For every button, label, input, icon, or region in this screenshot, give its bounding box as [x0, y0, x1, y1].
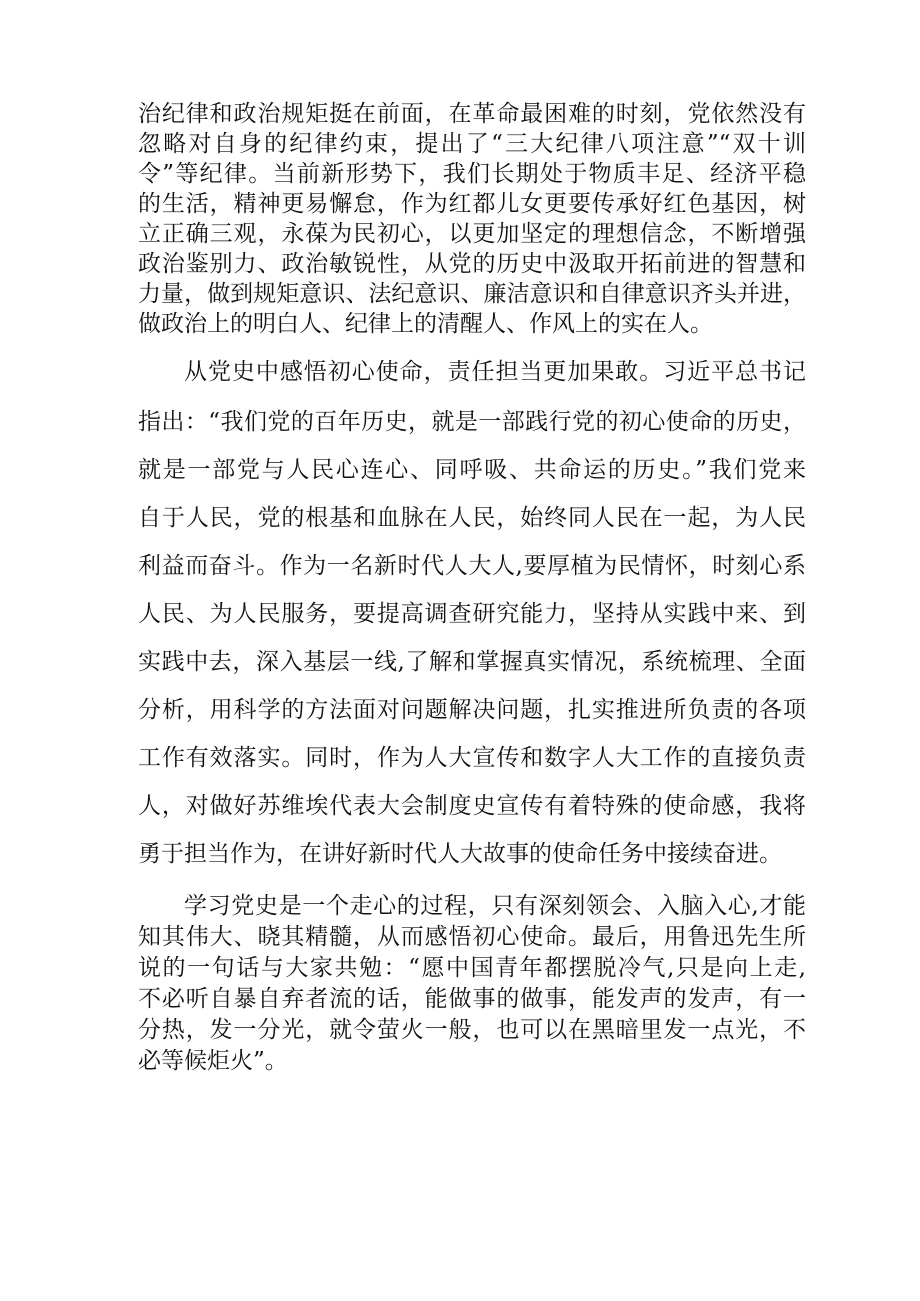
paragraph-3-line-3: 说的一句话与大家共勉：“愿中国青年都摆脱冷气,只是向上走,: [138, 955, 806, 981]
paragraph-2-line-8: 分析，用科学的方法面对问题解决问题，扎实推进所负责的各项: [138, 697, 806, 723]
paragraph-2-line-5: 利益而奋斗。作为一名新时代人大人,要厚植为民情怀，时刻心系: [138, 553, 806, 579]
paragraph-3-line-1: 学习党史是一个走心的过程，只有深刻领会、入脑入心,才能: [184, 893, 806, 919]
paragraph-3-line-5: 分热，发一分光，就令萤火一般，也可以在黑暗里发一点光，不: [138, 1017, 806, 1043]
paragraph-1-line-7: 力量，做到规矩意识、法纪意识、廉洁意识和自律意识齐头并进，: [138, 281, 806, 307]
paragraph-1-line-8: 做政治上的明白人、纪律上的清醒人、作风上的实在人。: [138, 311, 713, 337]
paragraph-2-line-11: 勇于担当作为，在讲好新时代人大故事的使命任务中接续奋进。: [138, 841, 782, 867]
paragraph-2-line-4: 自于人民，党的根基和血脉在人民，始终同人民在一起，为人民: [138, 505, 806, 531]
paragraph-2-line-9: 工作有效落实。同时，作为人大宣传和数字人大工作的直接负责: [138, 745, 806, 771]
paragraph-3-line-2: 知其伟大、晓其精髓，从而感悟初心使命。最后，用鲁迅先生所: [138, 924, 806, 950]
paragraph-1-line-3: 令”等纪律。当前新形势下，我们长期处于物质丰足、经济平稳: [138, 161, 806, 187]
paragraph-1-line-2: 忽略对自身的纪律约束，提出了“三大纪律八项注意”“双十训: [138, 131, 806, 157]
paragraph-2-line-2: 指出：“我们党的百年历史，就是一部践行党的初心使命的历史，: [138, 409, 806, 435]
paragraph-3-line-4: 不必听自暴自弃者流的话，能做事的做事，能发声的发声，有一: [138, 986, 806, 1012]
paragraph-2-line-10: 人，对做好苏维埃代表大会制度史宣传有着特殊的使命感，我将: [138, 793, 806, 819]
paragraph-2-line-7: 实践中去，深入基层一线,了解和掌握真实情况，系统梳理、全面: [138, 649, 806, 675]
paragraph-2-line-3: 就是一部党与人民心连心、同呼吸、共命运的历史。”我们党来: [138, 457, 806, 483]
paragraph-2-line-1: 从党史中感悟初心使命，责任担当更加果敢。习近平总书记: [184, 359, 806, 385]
paragraph-2-line-6: 人民、为人民服务，要提高调查研究能力，坚持从实践中来、到: [138, 601, 806, 627]
paragraph-1-line-5: 立正确三观，永葆为民初心，以更加坚定的理想信念，不断增强: [138, 221, 806, 247]
paragraph-1-line-1: 治纪律和政治规矩挺在前面，在革命最困难的时刻，党依然没有: [138, 101, 806, 127]
paragraph-1-line-4: 的生活，精神更易懈怠，作为红都儿女更要传承好红色基因，树: [138, 191, 806, 217]
paragraph-3-line-6: 必等候炬火”。: [138, 1048, 288, 1074]
paragraph-1-line-6: 政治鉴别力、政治敏锐性，从党的历史中汲取开拓前进的智慧和: [138, 251, 806, 277]
